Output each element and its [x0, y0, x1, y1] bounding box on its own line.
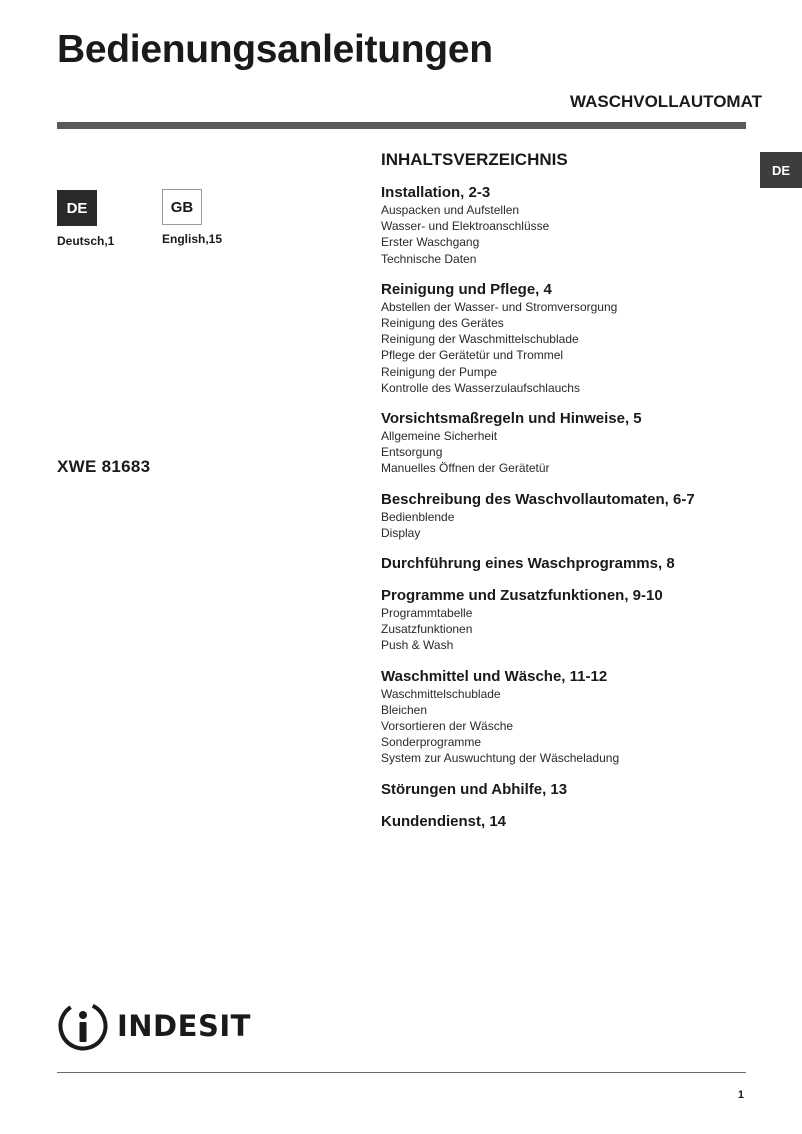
toc-section-item: Reinigung des Gerätes	[381, 316, 504, 331]
page-title: Bedienungsanleitungen	[57, 28, 493, 71]
toc-section-item: Wasser- und Elektroanschlüsse	[381, 219, 550, 234]
toc-section-item: Zusatzfunktionen	[381, 622, 473, 637]
language-de[interactable]	[57, 190, 114, 248]
toc-section-heading[interactable]: Installation, 2-3	[381, 184, 491, 201]
toc-section-item: Programmtabelle	[381, 606, 473, 621]
language-de-badge[interactable]: DE	[57, 190, 97, 226]
toc-section-item: Reinigung der Waschmittelschublade	[381, 332, 579, 347]
toc-section-item: Technische Daten	[381, 251, 477, 266]
toc-section-heading[interactable]: Programme und Zusatzfunktionen, 9-10	[381, 587, 663, 605]
brand-name: INDESIT	[117, 1009, 251, 1043]
language-gb-badge[interactable]: GB	[162, 189, 202, 225]
toc-section-heading[interactable]: Durchführung eines Waschprogramms, 8	[381, 555, 675, 573]
toc-section-item: Erster Waschgang	[381, 235, 480, 250]
page-number: 1	[737, 1089, 744, 1101]
language-de-label[interactable]: Deutsch,1	[57, 234, 115, 248]
toc-section	[381, 668, 751, 767]
toc-title: INHALTSVERZEICHNIS	[381, 150, 568, 169]
toc-section-item: Kontrolle des Wasserzulaufschlauchs	[381, 380, 580, 395]
table-of-contents	[381, 150, 751, 845]
indesit-logo-icon	[57, 1000, 109, 1052]
toc-section-heading[interactable]: Vorsichtsmaßregeln und Hinweise, 5	[381, 410, 642, 428]
toc-section-item: Bedienblende	[381, 509, 455, 524]
toc-section-item: Auspacken und Aufstellen	[381, 203, 520, 217]
toc-section-item: Vorsortieren der Wäsche	[381, 719, 514, 734]
toc-section-heading[interactable]: Beschreibung des Waschvollautomaten, 6-7	[381, 490, 695, 508]
toc-section-item: Display	[381, 525, 421, 540]
language-side-tab: DE	[760, 152, 802, 188]
language-gb-label[interactable]: English,15	[162, 232, 223, 246]
toc-section	[381, 813, 751, 831]
product-type: WASCHVOLLAUTOMAT	[569, 92, 762, 111]
language-gb[interactable]	[162, 189, 222, 246]
toc-section-item: Bleichen	[381, 702, 428, 717]
toc-section	[381, 491, 751, 541]
toc-section-item: Entsorgung	[381, 445, 443, 460]
toc-section-item: Sonderprogramme	[381, 735, 482, 750]
toc-section	[381, 587, 751, 654]
footer-divider	[57, 1072, 746, 1073]
toc-section	[381, 781, 751, 799]
brand-logo	[57, 1000, 251, 1052]
toc-section-item: Reinigung der Pumpe	[381, 364, 498, 379]
toc-section-item: Push & Wash	[381, 638, 454, 653]
toc-section-item: Abstellen der Wasser- und Stromversorgung	[381, 299, 618, 314]
header-divider	[57, 122, 746, 129]
toc-section	[381, 410, 751, 477]
toc-section-heading[interactable]: Kundendienst, 14	[381, 812, 507, 830]
toc-section-heading[interactable]: Waschmittel und Wäsche, 11-12	[381, 667, 608, 685]
toc-section-item: Manuelles Öffnen der Gerätetür	[381, 461, 550, 476]
toc-section-item: Pflege der Gerätetür und Trommel	[381, 348, 564, 363]
toc-section-item: Allgemeine Sicherheit	[381, 429, 498, 444]
toc-section-item: Waschmittelschublade	[381, 686, 501, 701]
toc-section-heading[interactable]: Reinigung und Pflege, 4	[381, 280, 552, 298]
toc-section	[381, 281, 751, 396]
toc-section	[381, 555, 751, 573]
model-number: XWE 81683	[57, 457, 151, 476]
toc-section-item: System zur Auswuchtung der Wäscheladung	[381, 751, 620, 766]
toc-section-heading[interactable]: Störungen und Abhilfe, 13	[381, 780, 568, 798]
toc-section	[381, 184, 751, 267]
